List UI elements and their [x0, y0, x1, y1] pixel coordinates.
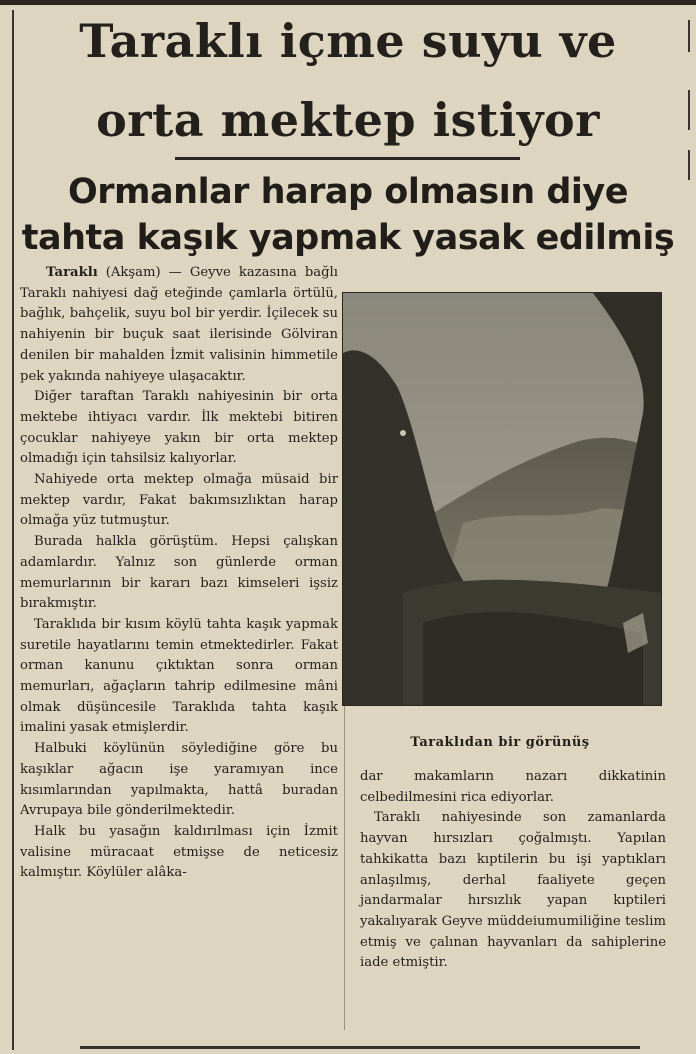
bottom-rule [80, 1046, 640, 1049]
dateline: Taraklı [46, 265, 98, 280]
headline-rule [175, 157, 520, 160]
landscape-photo-icon [343, 293, 661, 705]
article-column-2 [360, 767, 666, 974]
right-margin-mark [688, 90, 690, 130]
left-column-rule [12, 10, 14, 1050]
photo-caption: Taraklıdan bir görünüş [410, 735, 590, 750]
article-paragraph: Burada halkla görüştüm. Hepsi çalışkan adamlardır. Yalnız son günlerde orman memurlarının bir kararı bazı kimseleri işsiz bırakmıştır. [20, 534, 338, 612]
article-paragraph: Taraklı nahiyesinde son zamanlarda hayvan hırsızları çoğalmıştı. Yapılan tahkikatta bazı kıptilerin bu işi yaptıkları anlaşılmış, derhal faaliyete geçen jandarmalar hırsızlık yapan kıptileri yakalıyarak Geyve müddeiumumiliğine teslim etmiş ve çalınan hayvanları da sahiplerine iade etmiştir. [360, 810, 666, 971]
landscape-photo [342, 292, 662, 706]
article-paragraph: Halk bu yasağın kaldırılması için İzmit valisine müracaat etmişse de neticesiz kalmıştır. Köylüler alâka- [20, 823, 338, 881]
paragraph-text: (Akşam) — Geyve kazasına bağlı Taraklı nahiyesi dağ eteğinde çamlarla örtülü, bağlık, bahçelik, suyu bol bir yerdir. İçilecek su nahiyenin bir buçuk saat ilerisinde Gölviran denilen bir mahalden İzmit valisinin himmetile pek yakında nahiyeye ulaşacaktır. [20, 265, 338, 384]
article-column-1 [20, 263, 338, 884]
headline-line-1: Taraklı içme suyu ve [79, 14, 617, 68]
right-margin-mark [688, 150, 690, 180]
top-rule [0, 0, 696, 5]
article-paragraph: dar makamların nazarı dikkatinin celbedilmesini rica ediyorlar. [360, 769, 666, 805]
article-paragraph [20, 263, 338, 387]
article-paragraph: Diğer taraftan Taraklı nahiyesinin bir orta mektebe ihtiyacı vardır. İlk mektebi bitiren çocuklar nahiyeye yakın bir orta mektep olmadığı için tahsilsiz kalıyorlar. [20, 389, 338, 467]
subheadline-line-1: Ormanlar harap olmasın diye [68, 172, 628, 212]
right-margin-mark [688, 20, 690, 52]
headline-line-2: orta mektep istiyor [96, 93, 600, 147]
subheadline-line-2: tahta kaşık yapmak yasak edilmiş [21, 218, 675, 258]
article-paragraph: Halbuki köylünün söylediğine göre bu kaşıklar ağacın işe yaramıyan ince kısımlarından yapılmakta, hattâ buradan Avrupaya bile gönderilmektedir. [20, 741, 338, 819]
article-paragraph: Taraklıda bir kısım köylü tahta kaşık yapmak suretile hayatlarını temin etmektedirler. Fakat orman kanunu çıktıktan sonra orman memurları, ağaçların tahrip edilmesine mâni olmak düşüncesile Taraklıda tahta kaşık imalini yasak etmişlerdir. [20, 616, 338, 736]
article-paragraph: Nahiyede orta mektep olmağa müsaid bir mektep vardır, Fakat bakımsızlıktan harap olmağa yüz tutmuştur. [20, 472, 338, 529]
